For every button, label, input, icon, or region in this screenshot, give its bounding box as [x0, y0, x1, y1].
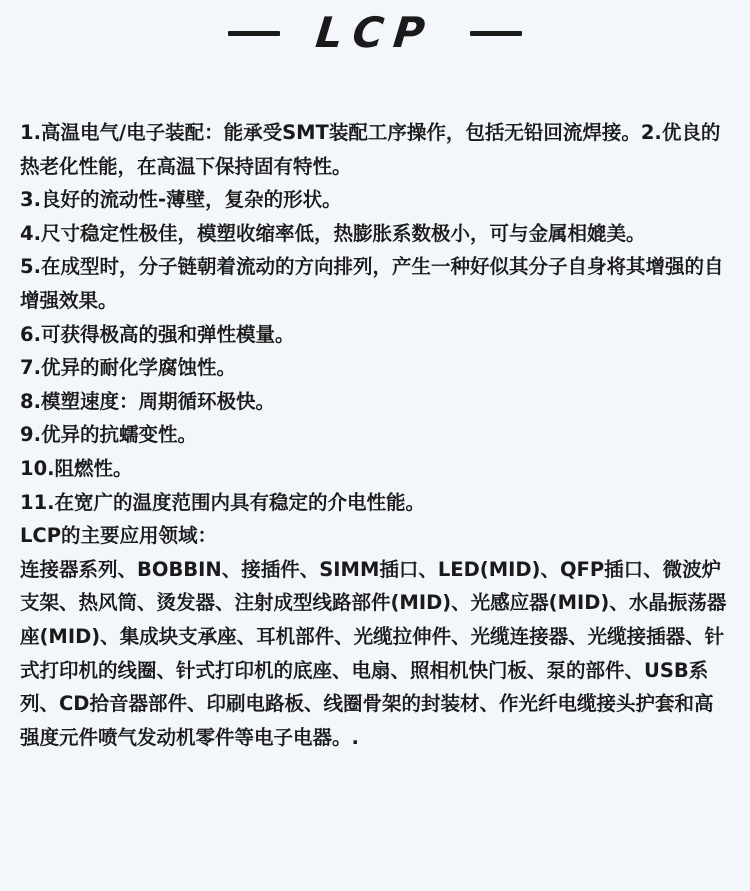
- page-title: LCP: [313, 8, 437, 57]
- property-item: 11.在宽广的温度范围内具有稳定的介电性能。: [20, 490, 426, 514]
- property-item: 9.优异的抗蠕变性。: [20, 423, 197, 447]
- property-item: 8.模塑速度：周期循环极快。: [20, 389, 275, 413]
- applications-heading: LCP的主要应用领域：: [20, 524, 218, 548]
- property-item: 4.尺寸稳定性极佳，模塑收缩率低，热膨胀系数极小，可与金属相媲美。: [20, 221, 646, 245]
- property-item: 7.优异的耐化学腐蚀性。: [20, 356, 236, 380]
- property-item: 6.可获得极高的强和弹性模量。: [20, 322, 295, 346]
- left-dash-decoration: [228, 31, 280, 36]
- content-body: [20, 116, 732, 754]
- right-dash-decoration: [470, 31, 522, 36]
- property-item: 3.良好的流动性-薄壁，复杂的形状。: [20, 188, 342, 212]
- property-item: 1.高温电气/电子装配：能承受SMT装配工序操作，包括无铅回流焊接。2.优良的热老化性能，在高温下保持固有特性。: [20, 121, 721, 178]
- property-item: 5.在成型时，分子链朝着流动的方向排列，产生一种好似其分子自身将其增强的自增强效果。: [20, 255, 724, 312]
- property-item: 10.阻燃性。: [20, 456, 133, 480]
- applications-text: 连接器系列、BOBBIN、接插件、SIMM插口、LED(MID)、QFP插口、微波炉支架、热风筒、烫发器、注射成型线路部件(MID)、光感应器(MID)、水晶振荡器座(MID)、集成块支承座、耳机部件、光缆拉伸件、光缆连接器、光缆接插器、针式打印机的线圈、针式打印机的底座、电扇、照相机快门板、泵的部件、USB系列、CD拾音器部件、印刷电路板、线圈骨架的封装材、作光纤电缆接头护套和高强度元件喷气发动机零件等电子电器。.: [20, 557, 727, 749]
- header: [0, 8, 750, 58]
